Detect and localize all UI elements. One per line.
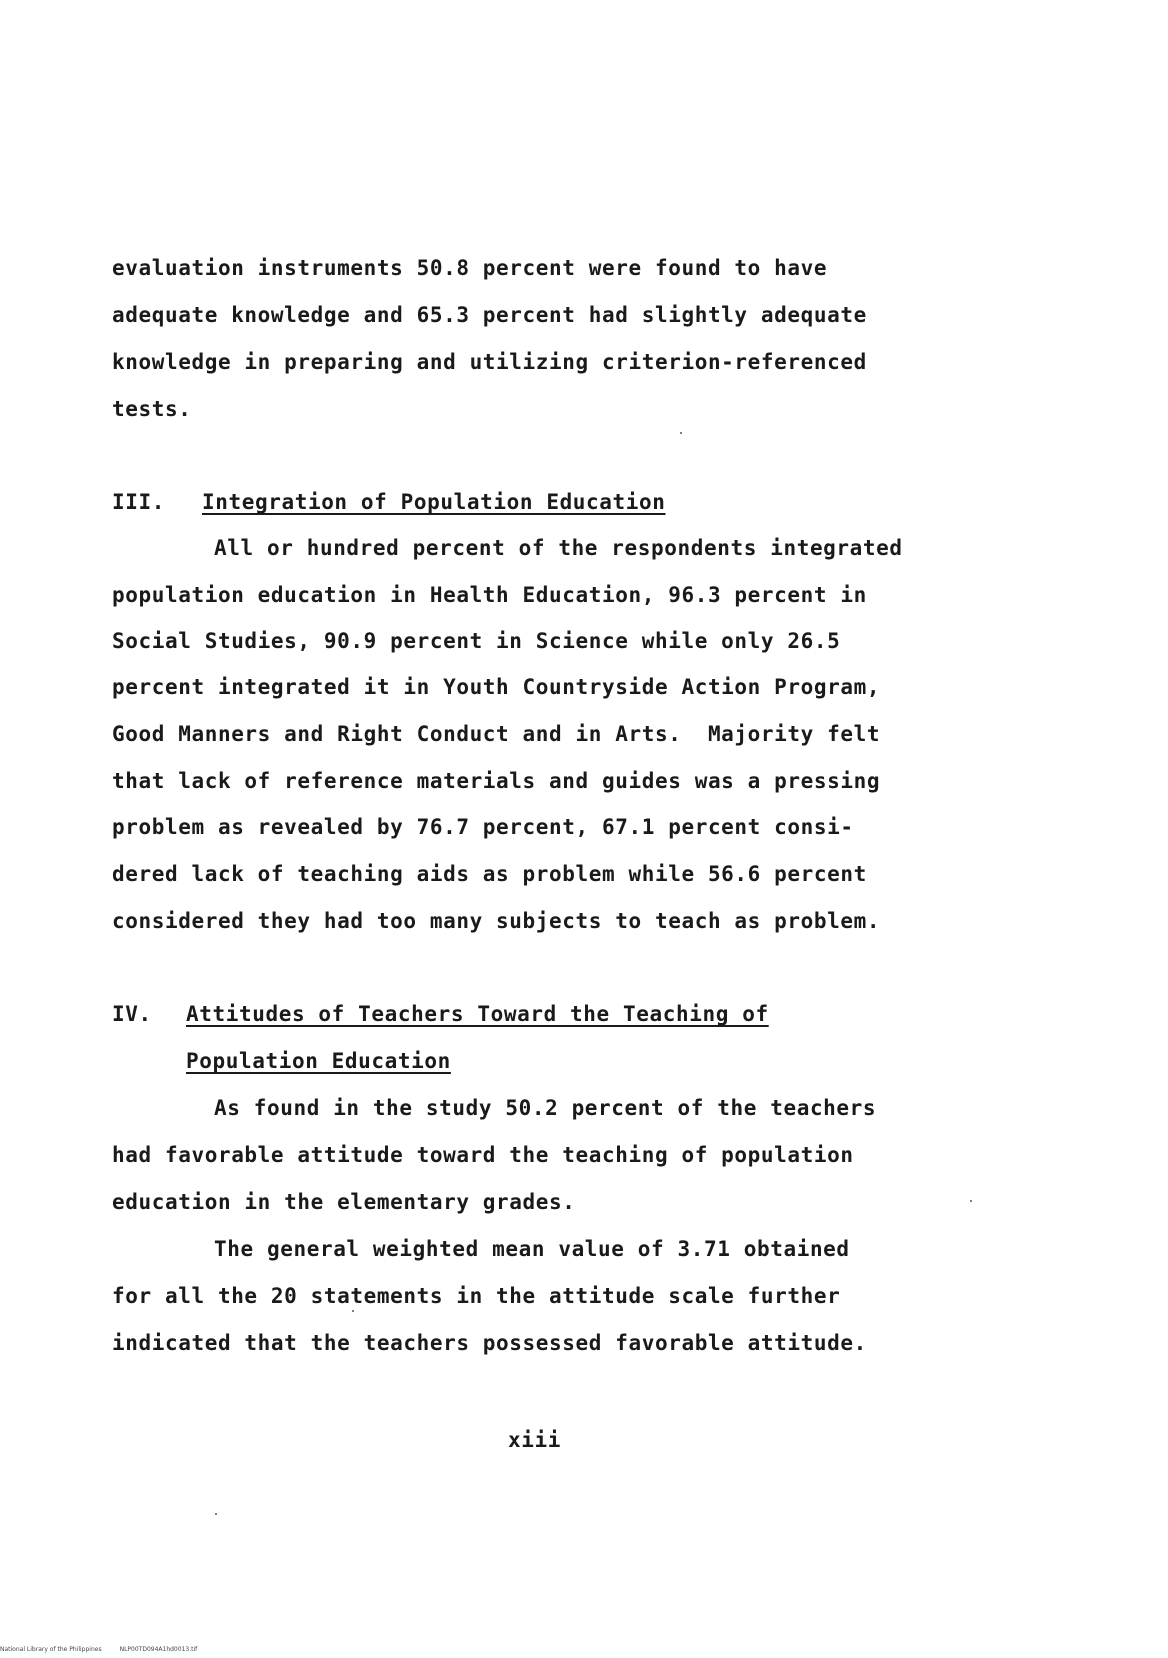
section-4-line-4: The general weighted mean value of 3.71 obtained [214, 1237, 850, 1261]
section-4-heading-line-2: Population Education [186, 1049, 451, 1073]
paragraph-1-line-2: adequate knowledge and 65.3 percent had slightly adequate [112, 303, 867, 327]
paragraph-1-line-1: evaluation instruments 50.8 percent were found to have [112, 256, 828, 280]
section-3-line-4: percent integrated it in Youth Countryside Action Program, [112, 675, 881, 699]
section-3-line-9: considered they had too many subjects to teach as problem. [112, 909, 881, 933]
scan-speck [352, 1310, 354, 1312]
section-3-line-8: dered lack of teaching aids as problem while 56.6 percent [112, 862, 867, 886]
scan-footer [0, 1646, 215, 1653]
section-3-line-3: Social Studies, 90.9 percent in Science while only 26.5 [112, 629, 841, 653]
paragraph-1-line-3: knowledge in preparing and utilizing criterion-referenced [112, 350, 867, 374]
section-4-line-1: As found in the study 50.2 percent of the teachers [214, 1096, 877, 1120]
scan-speck [970, 1200, 972, 1202]
section-4-line-5: for all the 20 statements in the attitude scale further [112, 1284, 841, 1308]
section-3-heading: Integration of Population Education [202, 490, 666, 514]
scan-speck [215, 1513, 217, 1515]
section-3-line-6: that lack of reference materials and guides was a pressing [112, 769, 881, 793]
footer-library: National Library of the Philippines [0, 1646, 102, 1653]
section-3-line-1: All or hundred percent of the respondents integrated [214, 536, 903, 560]
section-4-line-3: education in the elementary grades. [112, 1190, 576, 1214]
page-number: xiii [508, 1428, 561, 1452]
scan-speck [680, 432, 682, 434]
section-4-line-2: had favorable attitude toward the teaching of population [112, 1143, 854, 1167]
section-3-line-7: problem as revealed by 76.7 percent, 67.1 percent consi- [112, 815, 854, 839]
section-3-line-2: population education in Health Education, 96.3 percent in [112, 583, 867, 607]
section-4-number: IV. [112, 1002, 152, 1026]
section-3-line-5: Good Manners and Right Conduct and in Arts. Majority felt [112, 722, 881, 746]
paragraph-1-line-4: tests. [112, 397, 192, 421]
footer-file-id: NLP00TD094A1hd0013.tif [119, 1646, 198, 1653]
section-4-heading-line-1: Attitudes of Teachers Toward the Teaching of [186, 1002, 769, 1026]
section-4-line-6: indicated that the teachers possessed favorable attitude. [112, 1331, 867, 1355]
section-3-number: III. [112, 490, 165, 514]
